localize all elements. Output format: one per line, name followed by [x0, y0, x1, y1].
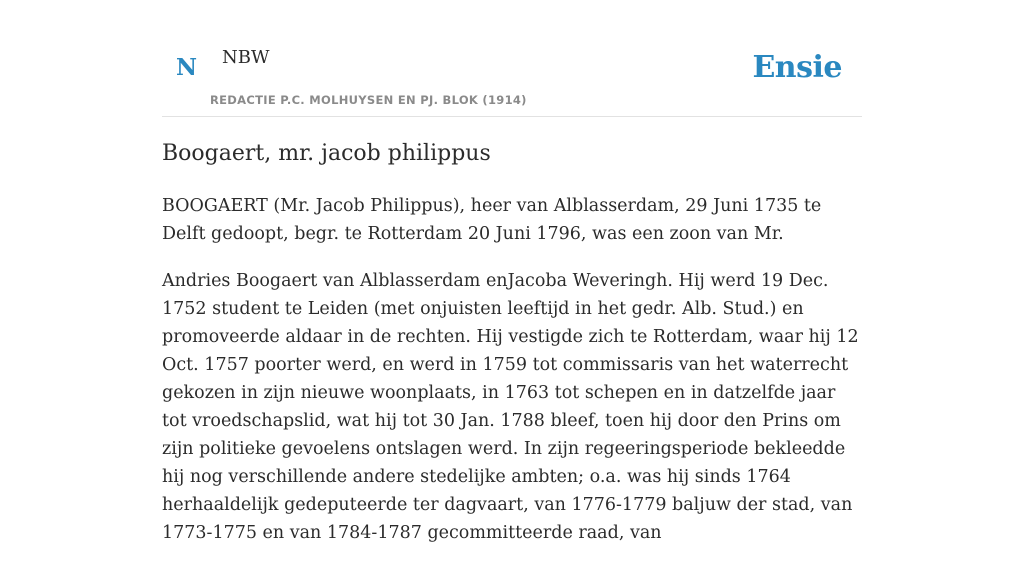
article-title: Boogaert, mr. jacob philippus [162, 141, 491, 166]
ensie-logo[interactable]: Ensie [752, 50, 842, 85]
article [162, 138, 862, 566]
article-paragraph-1: BOOGAERT (Mr. Jacob Philippus), heer van Alblasserdam, 29 Juni 1735 te Delft gedoopt, begr. te Rotterdam 20 Juni 1796, was een zoon van Mr. [162, 196, 822, 244]
source-subtitle: REDACTIE P.C. MOLHUYSEN EN PJ. BLOK (1914) [210, 93, 527, 107]
source-name[interactable]: NBW [222, 47, 270, 68]
source-logo[interactable]: N [176, 54, 198, 81]
site-header [162, 0, 862, 117]
article-paragraph-2: Andries Boogaert van Alblasserdam enJacoba Weveringh. Hij werd 19 Dec. 1752 student te Leiden (met onjuisten leeftijd in het gedr. Alb. Stud.) en promoveerde aldaar in de rechten. Hij vestigde zich te Rotterdam, waar hij 12 Oct. 1757 poorter werd, en werd in 1759 tot commissaris van het waterrecht gekozen in zijn nieuwe woonplaats, in 1763 tot schepen en in datzelfde jaar tot vroedschapslid, wat hij tot 30 Jan. 1788 bleef, toen hij door den Prins om zijn politieke gevoelens ontslagen werd. In zijn regeeringsperiode bekleedde hij nog verschillende andere stedelijke ambten; o.a. was hij sinds 1764 herhaaldelijk gedeputeerde ter dagvaart, van 1776-1779 baljuw der stad, van 1773-1775 en van 1784-1787 gecommitteerde raad, van [162, 271, 859, 543]
